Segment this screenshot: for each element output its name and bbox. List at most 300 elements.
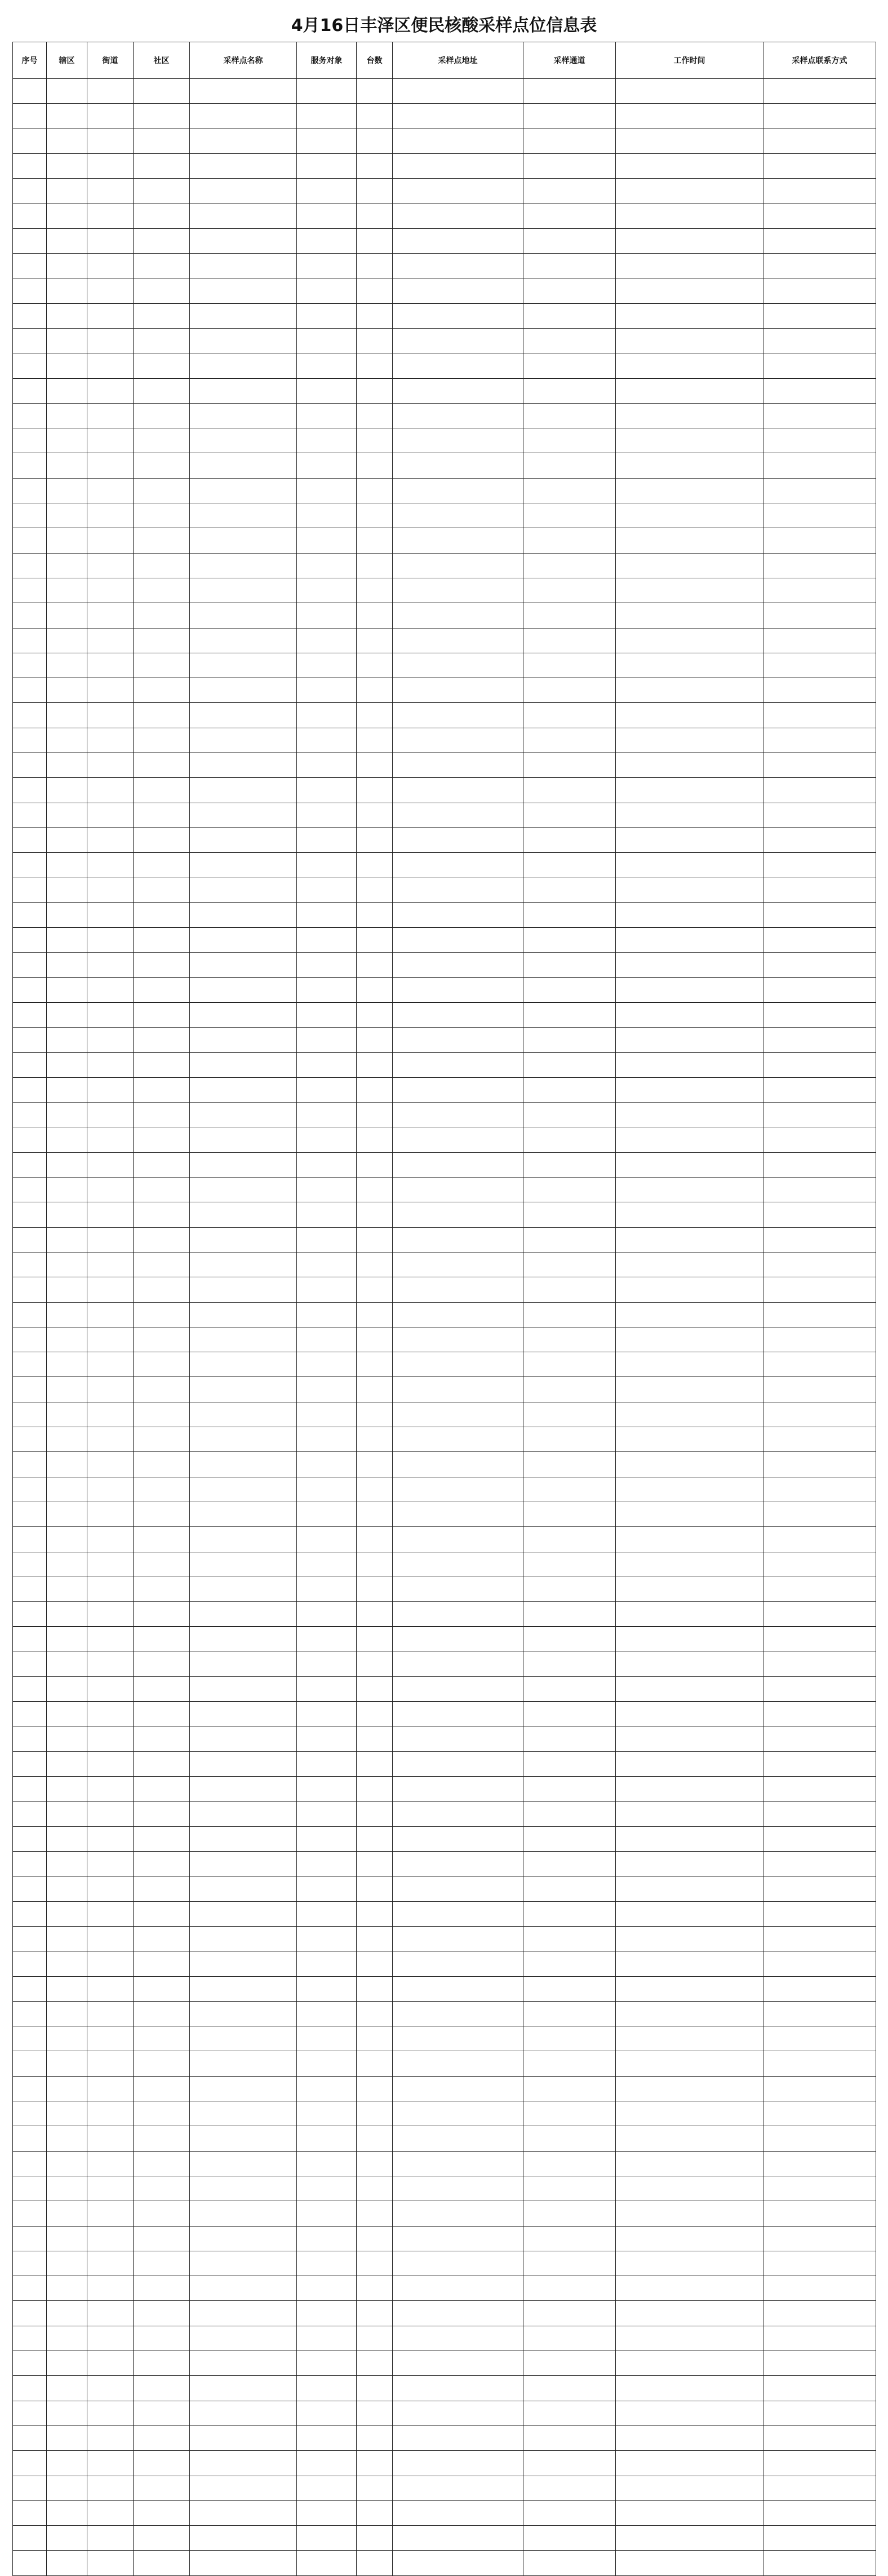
- table-cell: [523, 79, 616, 104]
- table-cell: [190, 353, 297, 378]
- table-cell: [13, 1802, 47, 1826]
- table-cell: [523, 403, 616, 428]
- table-cell: [297, 1976, 357, 2001]
- table-cell: [87, 1327, 134, 1352]
- table-cell: [357, 1702, 393, 1727]
- table-cell: [47, 2101, 87, 2126]
- table-cell: [87, 902, 134, 927]
- table-cell: [616, 1527, 763, 1552]
- table-cell: [47, 803, 87, 827]
- table-cell: [616, 1677, 763, 1702]
- table-cell: [13, 2476, 47, 2500]
- table-cell: [357, 1527, 393, 1552]
- table-cell: [87, 129, 134, 153]
- table-cell: [190, 1751, 297, 1776]
- table-cell: [297, 353, 357, 378]
- table-cell: [393, 578, 523, 603]
- table-cell: [763, 228, 876, 253]
- table-cell: [393, 1402, 523, 1427]
- table-cell: [523, 1227, 616, 1252]
- table-cell: [616, 2476, 763, 2500]
- table-row: [13, 1252, 876, 1277]
- table-cell: [523, 1352, 616, 1377]
- table-cell: [87, 2151, 134, 2176]
- table-cell: [393, 478, 523, 503]
- table-cell: [357, 2226, 393, 2251]
- table-cell: [87, 2001, 134, 2026]
- table-cell: [190, 303, 297, 328]
- table-cell: [616, 2251, 763, 2276]
- table-cell: [297, 603, 357, 628]
- table-cell: [87, 153, 134, 178]
- table-cell: [523, 1926, 616, 1951]
- table-cell: [616, 1227, 763, 1252]
- table-cell: [763, 1901, 876, 1926]
- table-cell: [616, 902, 763, 927]
- table-cell: [357, 1602, 393, 1627]
- table-cell: [393, 1627, 523, 1652]
- table-cell: [763, 1577, 876, 1601]
- table-cell: [763, 2026, 876, 2051]
- table-cell: [13, 1302, 47, 1327]
- table-cell: [87, 1103, 134, 1127]
- table-row: [13, 1202, 876, 1227]
- table-cell: [763, 2500, 876, 2525]
- table-row: [13, 977, 876, 1002]
- table-cell: [393, 79, 523, 104]
- table-cell: [190, 1627, 297, 1652]
- table-cell: [134, 878, 190, 902]
- table-cell: [297, 1652, 357, 1676]
- table-cell: [523, 2251, 616, 2276]
- table-cell: [190, 2500, 297, 2525]
- table-cell: [616, 2226, 763, 2251]
- table-cell: [13, 528, 47, 553]
- table-cell: [47, 1277, 87, 1302]
- table-cell: [47, 1202, 87, 1227]
- table-cell: [134, 1627, 190, 1652]
- table-cell: [523, 1502, 616, 1526]
- table-cell: [523, 2051, 616, 2076]
- table-cell: [393, 1702, 523, 1727]
- table-cell: [47, 2376, 87, 2401]
- table-cell: [13, 928, 47, 953]
- table-row: [13, 104, 876, 129]
- table-cell: [523, 378, 616, 403]
- table-cell: [357, 653, 393, 678]
- table-cell: [616, 453, 763, 478]
- table-cell: [393, 1327, 523, 1352]
- table-cell: [393, 1477, 523, 1502]
- table-cell: [47, 303, 87, 328]
- table-cell: [616, 1477, 763, 1502]
- table-cell: [13, 1452, 47, 1477]
- table-cell: [297, 1502, 357, 1526]
- table-cell: [190, 2026, 297, 2051]
- table-cell: [357, 453, 393, 478]
- table-cell: [523, 1826, 616, 1851]
- table-row: [13, 2276, 876, 2301]
- table-cell: [47, 778, 87, 803]
- table-cell: [393, 254, 523, 278]
- table-cell: [357, 628, 393, 653]
- table-cell: [47, 678, 87, 703]
- table-cell: [357, 2251, 393, 2276]
- table-cell: [13, 1152, 47, 1177]
- table-cell: [763, 1077, 876, 1102]
- table-cell: [357, 1901, 393, 1926]
- table-cell: [357, 1826, 393, 1851]
- table-cell: [763, 2451, 876, 2476]
- table-cell: [87, 678, 134, 703]
- table-cell: [134, 478, 190, 503]
- table-cell: [190, 2001, 297, 2026]
- table-cell: [393, 403, 523, 428]
- table-cell: [190, 853, 297, 878]
- table-cell: [134, 1652, 190, 1676]
- table-cell: [393, 2526, 523, 2551]
- table-cell: [616, 1277, 763, 1302]
- table-cell: [134, 2176, 190, 2201]
- table-row: [13, 2201, 876, 2226]
- table-cell: [763, 303, 876, 328]
- table-cell: [134, 2226, 190, 2251]
- table-cell: [763, 2526, 876, 2551]
- table-cell: [87, 2351, 134, 2376]
- table-cell: [357, 2026, 393, 2051]
- table-cell: [357, 1477, 393, 1502]
- table-cell: [134, 2276, 190, 2301]
- table-cell: [87, 803, 134, 827]
- table-cell: [13, 1652, 47, 1676]
- table-cell: [523, 1602, 616, 1627]
- table-cell: [393, 1052, 523, 1077]
- table-cell: [47, 1502, 87, 1526]
- table-cell: [134, 1427, 190, 1452]
- table-cell: [616, 878, 763, 902]
- table-cell: [393, 1152, 523, 1177]
- table-row: [13, 1427, 876, 1452]
- table-cell: [297, 278, 357, 303]
- table-cell: [47, 2500, 87, 2525]
- table-cell: [134, 678, 190, 703]
- table-cell: [87, 1502, 134, 1526]
- table-cell: [616, 1402, 763, 1427]
- table-cell: [190, 753, 297, 778]
- table-cell: [297, 827, 357, 852]
- table-row: [13, 503, 876, 528]
- table-cell: [297, 528, 357, 553]
- table-cell: [134, 2451, 190, 2476]
- table-cell: [87, 1702, 134, 1727]
- table-cell: [190, 1252, 297, 1277]
- table-cell: [523, 553, 616, 578]
- table-cell: [87, 478, 134, 503]
- table-cell: [87, 1602, 134, 1627]
- table-cell: [190, 1477, 297, 1502]
- table-cell: [134, 1777, 190, 1802]
- table-cell: [523, 1552, 616, 1577]
- table-cell: [190, 977, 297, 1002]
- table-cell: [134, 503, 190, 528]
- table-cell: [763, 803, 876, 827]
- table-cell: [13, 403, 47, 428]
- table-cell: [616, 1252, 763, 1277]
- table-cell: [47, 603, 87, 628]
- table-cell: [523, 2026, 616, 2051]
- table-cell: [763, 453, 876, 478]
- table-cell: [393, 1227, 523, 1252]
- table-cell: [763, 2176, 876, 2201]
- table-cell: [393, 2176, 523, 2201]
- table-cell: [616, 203, 763, 228]
- table-cell: [134, 1702, 190, 1727]
- table-cell: [87, 977, 134, 1002]
- table-cell: [523, 2401, 616, 2425]
- table-cell: [134, 728, 190, 753]
- table-cell: [134, 153, 190, 178]
- table-cell: [523, 203, 616, 228]
- table-cell: [393, 278, 523, 303]
- table-row: [13, 2151, 876, 2176]
- table-cell: [190, 2126, 297, 2151]
- table-cell: [393, 1852, 523, 1876]
- table-cell: [393, 2326, 523, 2351]
- table-cell: [616, 2301, 763, 2326]
- table-cell: [297, 203, 357, 228]
- table-cell: [763, 1552, 876, 1577]
- table-cell: [134, 1552, 190, 1577]
- table-cell: [523, 2476, 616, 2500]
- table-cell: [763, 578, 876, 603]
- table-row: [13, 1802, 876, 1826]
- table-cell: [47, 1427, 87, 1452]
- table-cell: [190, 1777, 297, 1802]
- table-cell: [297, 129, 357, 153]
- table-cell: [357, 378, 393, 403]
- table-cell: [13, 853, 47, 878]
- table-cell: [13, 2500, 47, 2525]
- table-cell: [357, 928, 393, 953]
- table-cell: [616, 228, 763, 253]
- table-cell: [763, 1252, 876, 1277]
- table-row: [13, 428, 876, 453]
- table-cell: [297, 678, 357, 703]
- table-cell: [523, 1127, 616, 1152]
- table-cell: [616, 2201, 763, 2226]
- table-cell: [190, 1702, 297, 1727]
- table-cell: [190, 603, 297, 628]
- table-cell: [357, 2401, 393, 2425]
- table-cell: [523, 2226, 616, 2251]
- table-cell: [47, 1901, 87, 1926]
- table-cell: [47, 1077, 87, 1102]
- table-cell: [297, 953, 357, 977]
- table-cell: [357, 1277, 393, 1302]
- table-cell: [134, 1028, 190, 1052]
- table-cell: [190, 578, 297, 603]
- table-row: [13, 1402, 876, 1427]
- table-row: [13, 2251, 876, 2276]
- table-cell: [763, 1502, 876, 1526]
- table-cell: [47, 928, 87, 953]
- table-cell: [297, 2451, 357, 2476]
- table-cell: [13, 1951, 47, 1976]
- table-cell: [297, 1627, 357, 1652]
- table-row: [13, 353, 876, 378]
- table-cell: [523, 2301, 616, 2326]
- table-cell: [297, 1227, 357, 1252]
- table-cell: [13, 2176, 47, 2201]
- table-row: [13, 328, 876, 353]
- table-row: [13, 703, 876, 728]
- table-cell: [393, 2425, 523, 2450]
- table-cell: [357, 1552, 393, 1577]
- table-cell: [297, 2500, 357, 2525]
- table-cell: [357, 153, 393, 178]
- table-cell: [393, 1652, 523, 1676]
- table-row: [13, 528, 876, 553]
- table-cell: [763, 1452, 876, 1477]
- table-cell: [87, 2201, 134, 2226]
- table-cell: [297, 1951, 357, 1976]
- table-cell: [763, 1652, 876, 1676]
- table-cell: [13, 203, 47, 228]
- table-row: [13, 2476, 876, 2500]
- table-cell: [134, 1077, 190, 1102]
- table-cell: [190, 1552, 297, 1577]
- table-cell: [190, 703, 297, 728]
- table-cell: [190, 228, 297, 253]
- table-cell: [13, 728, 47, 753]
- table-cell: [297, 977, 357, 1002]
- table-cell: [87, 2401, 134, 2425]
- table-cell: [87, 1277, 134, 1302]
- table-cell: [47, 1802, 87, 1826]
- table-cell: [297, 703, 357, 728]
- table-cell: [393, 2451, 523, 2476]
- table-cell: [297, 2476, 357, 2500]
- table-cell: [357, 803, 393, 827]
- table-cell: [523, 778, 616, 803]
- table-cell: [616, 1552, 763, 1577]
- table-cell: [393, 2226, 523, 2251]
- table-cell: [297, 1127, 357, 1152]
- table-cell: [190, 653, 297, 678]
- table-cell: [13, 1826, 47, 1851]
- table-cell: [297, 1477, 357, 1502]
- table-cell: [616, 1876, 763, 1901]
- table-cell: [297, 179, 357, 203]
- table-cell: [523, 827, 616, 852]
- table-cell: [13, 1352, 47, 1377]
- table-cell: [763, 1951, 876, 1976]
- table-cell: [297, 79, 357, 104]
- table-cell: [87, 104, 134, 129]
- table-cell: [13, 2001, 47, 2026]
- table-cell: [190, 2276, 297, 2301]
- table-cell: [523, 1178, 616, 1202]
- table-cell: [13, 1627, 47, 1652]
- table-cell: [190, 1302, 297, 1327]
- table-cell: [134, 2351, 190, 2376]
- table-cell: [134, 2151, 190, 2176]
- table-cell: [13, 2251, 47, 2276]
- table-cell: [134, 2425, 190, 2450]
- table-cell: [190, 1178, 297, 1202]
- table-row: [13, 1377, 876, 1402]
- table-cell: [13, 2425, 47, 2450]
- table-cell: [134, 2476, 190, 2500]
- table-cell: [47, 628, 87, 653]
- table-cell: [763, 1802, 876, 1826]
- table-cell: [616, 1702, 763, 1727]
- table-cell: [763, 2101, 876, 2126]
- table-cell: [393, 303, 523, 328]
- table-cell: [297, 153, 357, 178]
- table-cell: [616, 1352, 763, 1377]
- table-row: [13, 254, 876, 278]
- table-cell: [297, 303, 357, 328]
- table-cell: [297, 653, 357, 678]
- table-cell: [13, 1028, 47, 1052]
- table-cell: [763, 553, 876, 578]
- table-cell: [134, 353, 190, 378]
- table-cell: [87, 453, 134, 478]
- table-cell: [134, 1502, 190, 1526]
- table-row: [13, 1502, 876, 1526]
- table-cell: [393, 1901, 523, 1926]
- table-cell: [523, 1452, 616, 1477]
- table-cell: [523, 2376, 616, 2401]
- table-cell: [190, 1802, 297, 1826]
- table-cell: [47, 1103, 87, 1127]
- table-cell: [763, 2051, 876, 2076]
- table-cell: [47, 1352, 87, 1377]
- table-cell: [357, 977, 393, 1002]
- table-cell: [357, 428, 393, 453]
- table-cell: [393, 853, 523, 878]
- table-cell: [134, 203, 190, 228]
- table-cell: [190, 1202, 297, 1227]
- table-cell: [393, 2051, 523, 2076]
- table-cell: [616, 778, 763, 803]
- table-cell: [523, 1527, 616, 1552]
- table-cell: [87, 2101, 134, 2126]
- col-station-count: 台数: [357, 42, 393, 79]
- table-cell: [523, 1028, 616, 1052]
- table-cell: [393, 2500, 523, 2525]
- table-cell: [616, 1976, 763, 2001]
- table-cell: [763, 1677, 876, 1702]
- table-cell: [523, 2001, 616, 2026]
- table-cell: [134, 853, 190, 878]
- table-cell: [47, 1377, 87, 1402]
- table-cell: [134, 2126, 190, 2151]
- table-cell: [357, 203, 393, 228]
- table-cell: [134, 1602, 190, 1627]
- table-cell: [523, 153, 616, 178]
- table-cell: [87, 353, 134, 378]
- table-cell: [763, 2201, 876, 2226]
- table-cell: [87, 503, 134, 528]
- table-cell: [13, 2526, 47, 2551]
- table-cell: [47, 653, 87, 678]
- table-cell: [393, 1602, 523, 1627]
- table-cell: [297, 503, 357, 528]
- table-row: [13, 1103, 876, 1127]
- table-cell: [616, 853, 763, 878]
